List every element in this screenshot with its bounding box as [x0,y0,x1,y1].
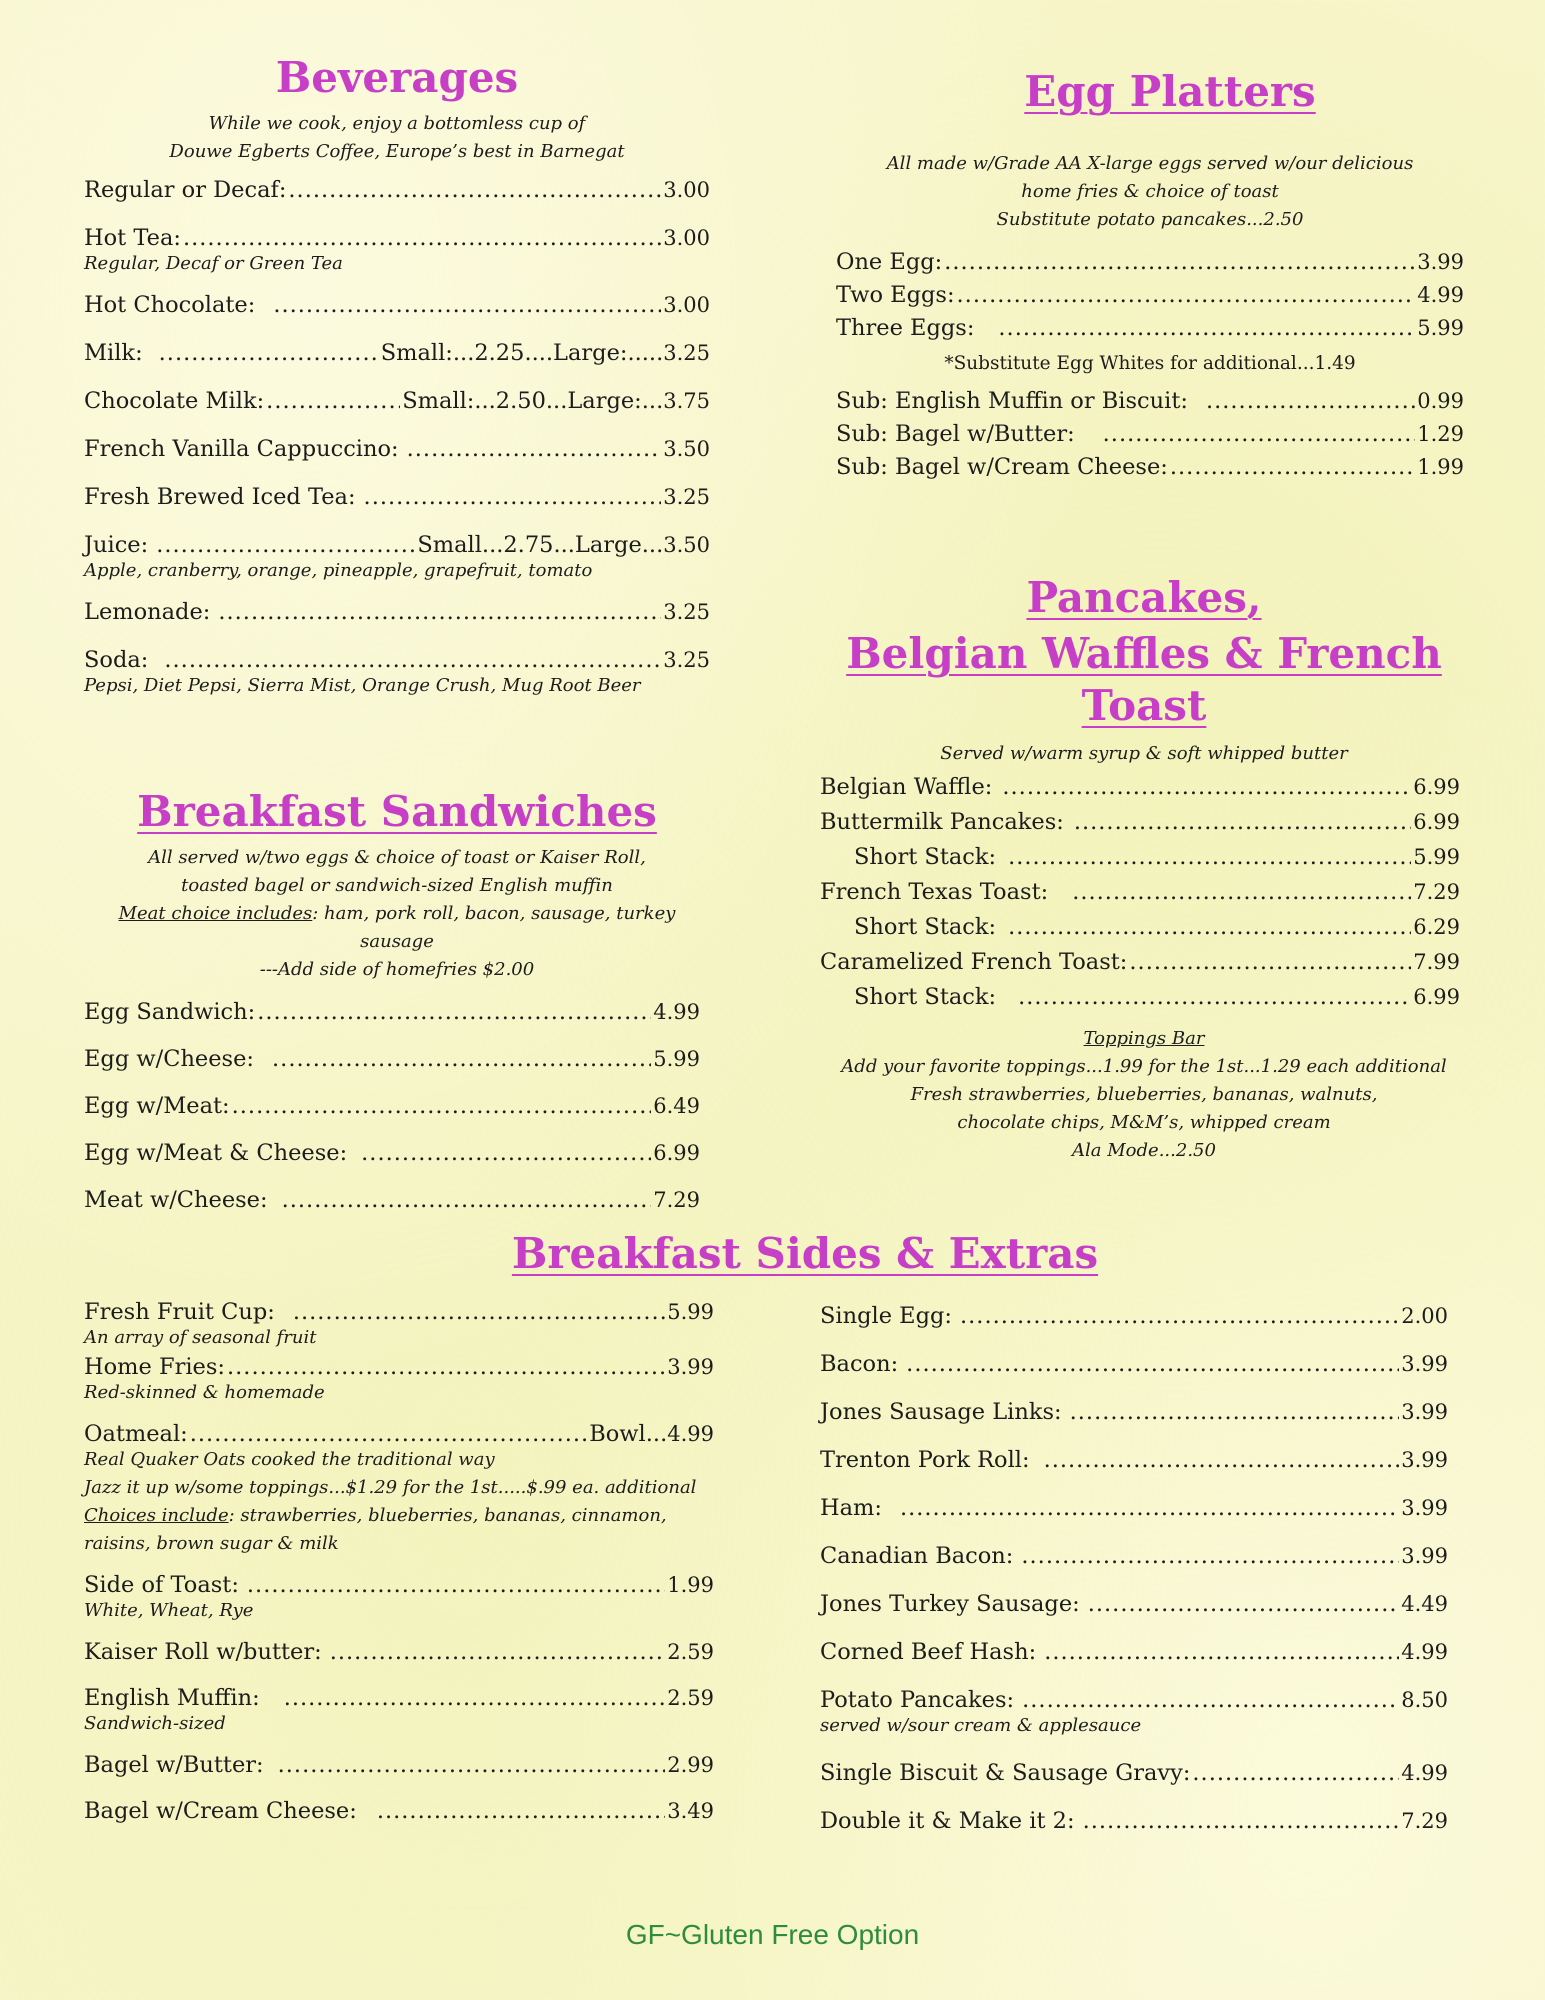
item-description: Pepsi, Diet Pepsi, Sierra Mist, Orange Crush, Mug Root Beer [84,675,641,696]
menu-item [820,1684,1448,1739]
leader-dots [364,481,662,514]
item-price: 4.99 [667,1422,714,1446]
item-name: Single Egg: [820,1303,952,1329]
leader-dots [998,312,1415,345]
leader-dots [960,1300,1399,1333]
leader-dots [944,246,1415,279]
item-name: English Muffin: [84,1685,260,1711]
sandwiches-intro-4: ---Add side of homefries $2.00 [259,959,535,980]
item-price: 2.00 [1401,1304,1448,1328]
menu-item [84,1682,714,1737]
item-name: Ham: [820,1495,882,1521]
item-name: Chocolate Milk: [84,388,265,414]
beverages-section [84,52,710,699]
menu-item [836,418,1464,451]
leader-dots [284,1682,666,1715]
menu-item [820,1396,1448,1429]
menu-item [84,481,710,514]
item-price: 4.99 [1417,283,1464,307]
menu-item [836,246,1464,279]
menu-item [820,875,1460,910]
item-price: 4.99 [1401,1640,1448,1664]
menu-item [820,910,1460,945]
menu-item [84,385,710,418]
leader-dots [1129,945,1411,980]
leader-dots [266,385,400,418]
menu-item [820,805,1460,840]
menu-item [836,385,1464,418]
item-name: French Texas Toast: [820,879,1049,905]
leader-dots [900,1492,1399,1525]
oatmeal-description: Real Quaker Oats cooked the traditional way [84,1449,495,1470]
gluten-free-note: GF~Gluten Free Option [625,1919,920,1950]
item-name: Belgian Waffle: [820,774,993,800]
leader-dots [282,1184,652,1217]
item-name: Trenton Pork Roll: [820,1447,1030,1473]
item-price: 4.99 [1401,1761,1448,1785]
menu-item [84,1569,714,1624]
leader-dots: ... [645,1421,668,1447]
sandwiches-meat-choices [84,900,710,956]
egg-whites-note: *Substitute Egg Whites for additional...1.49 [944,353,1356,374]
item-name: One Egg: [836,249,943,275]
menu-item [820,1805,1448,1838]
menu-item [820,770,1460,805]
beverages-title: Beverages [275,53,519,102]
menu-item [84,1795,714,1828]
item-price: 3.75 [663,389,710,413]
egg-platters-intro-2: home fries & choice of toast [1021,181,1279,202]
leader-dots [1044,1636,1399,1669]
leader-dots [218,596,661,629]
sides-title: Breakfast Sides & Extras [511,1229,1099,1278]
item-price: 3.99 [667,1355,714,1379]
item-name: Sub: English Muffin or Biscuit: [836,388,1188,414]
item-price: 3.00 [663,293,710,317]
item-name: Buttermilk Pancakes: [820,809,1064,835]
sandwiches-intro-1: All served w/two eggs & choice of toast or Kaiser Roll, [148,847,646,868]
leader-dots [1206,385,1415,418]
item-name: Sub: Bagel w/Cream Cheese: [836,454,1168,480]
item-name: Milk: [84,340,143,366]
item-name: Two Eggs: [836,282,955,308]
item-price: 3.99 [1401,1544,1448,1568]
item-price: 3.99 [1401,1400,1448,1424]
leader-dots [1002,770,1411,805]
item-price: 2.59 [667,1686,714,1710]
item-name: Fresh Brewed Iced Tea: [84,484,356,510]
beverages-intro-2: Douwe Egberts Coffee, Europe’s best in Barnegat [169,141,625,162]
menu-item [84,1184,700,1217]
item-price: 3.99 [1417,250,1464,274]
item-name: Egg Sandwich: [84,999,256,1025]
leader-dots [1088,1588,1400,1621]
leader-dots [957,279,1416,312]
item-name: Canadian Bacon: [820,1543,1014,1569]
item-name: Fresh Fruit Cup: [84,1299,275,1325]
item-price: 3.50 [663,437,710,461]
item-price: 6.99 [1413,810,1460,834]
leader-dots [1070,1396,1400,1429]
item-price: 2.59 [667,1640,714,1664]
menu-item [820,1540,1448,1573]
item-name: Jones Turkey Sausage: [820,1591,1080,1617]
item-name: Home Fries: [84,1354,225,1380]
item-description: Regular, Decaf or Green Tea [84,253,343,274]
item-price: 6.49 [653,1094,700,1118]
leader-dots [1083,1805,1400,1838]
menu-item [84,1137,700,1170]
leader-dots [1103,418,1416,451]
sandwiches-section [84,786,710,1217]
menu-item [84,996,700,1029]
leader-dots [1018,980,1411,1015]
item-price: 3.49 [667,1799,714,1823]
leader-dots [257,996,651,1029]
leader-dots [272,1043,651,1076]
item-name: Short Stack: [854,984,997,1010]
leader-dots: ..... [627,340,664,366]
item-price: 5.99 [1413,845,1460,869]
leader-dots [1021,1540,1399,1573]
toppings-line-1: Add your favorite toppings...1.99 for the 1st...1.29 each additional [841,1056,1447,1077]
item-size-prices: Small:...2.25....Large: [380,340,628,366]
item-name: Juice: [84,532,149,558]
item-price: 6.99 [1413,775,1460,799]
oatmeal-choices-label: Choices include [84,1505,229,1526]
menu-item [820,1757,1448,1790]
item-description: White, Wheat, Rye [84,1600,254,1621]
item-name: Hot Chocolate: [84,292,256,318]
toppings-bar-title [820,1025,1468,1053]
item-price: 5.99 [1417,316,1464,340]
menu-item [84,1636,714,1669]
menu-item [84,222,710,277]
toppings-bar-label: Toppings Bar [1083,1028,1205,1049]
leader-dots [288,174,661,207]
item-size-prices: Small:...2.50...Large: [402,388,642,414]
leader-dots: ... [641,532,664,558]
toppings-line-3: chocolate chips, M&M’s, whipped cream [957,1112,1331,1133]
menu-item [84,596,710,629]
leader-dots [293,1296,665,1329]
menu-item [84,1418,714,1557]
egg-platters-intro-3: Substitute potato pancakes...2.50 [996,209,1304,230]
menu-item [820,980,1460,1015]
sides-left-column [84,1296,714,1828]
item-price: 1.99 [667,1573,714,1597]
item-size: Bowl [589,1421,646,1447]
item-price: 5.99 [653,1047,700,1071]
oatmeal-choices [84,1503,714,1529]
leader-dots: ... [641,388,664,414]
item-name: Corned Beef Hash: [820,1639,1037,1665]
menu-item [820,1492,1448,1525]
leader-dots [1008,910,1411,945]
pancakes-section [820,572,1468,1165]
item-name: Egg w/Cheese: [84,1046,255,1072]
item-name: Hot Tea: [84,225,181,251]
leader-dots [906,1348,1399,1381]
sides-right-column [820,1300,1448,1838]
leader-dots [407,433,662,466]
menu-item [84,644,710,699]
item-price: 5.99 [667,1300,714,1324]
item-name: Meat w/Cheese: [84,1187,268,1213]
menu-item [820,1300,1448,1333]
leader-dots [1008,840,1411,875]
item-name: Soda: [84,647,149,673]
pancakes-title-2: Belgian Waffles & French Toast [846,629,1442,730]
leader-dots [1192,1757,1399,1790]
item-price: 3.50 [663,533,710,557]
item-price: 8.50 [1401,1688,1448,1712]
item-price: 7.29 [1413,880,1460,904]
item-price: 6.99 [653,1141,700,1165]
menu-item [836,312,1464,345]
menu-item [84,1043,700,1076]
menu-item [84,1351,714,1406]
item-price: 4.99 [653,1000,700,1024]
toppings-line-4: Ala Mode...2.50 [1072,1140,1216,1161]
item-name: Three Eggs: [836,315,975,341]
item-price: 3.99 [1401,1352,1448,1376]
item-name: Lemonade: [84,599,211,625]
egg-platters-section [836,66,1464,484]
item-name: Kaiser Roll w/butter: [84,1639,322,1665]
menu-item [820,1588,1448,1621]
item-name: Egg w/Meat: [84,1093,230,1119]
item-name: Caramelized French Toast: [820,949,1128,975]
meat-choice-label: Meat choice includes [118,903,313,924]
item-price: 3.00 [663,226,710,250]
item-price: 1.29 [1417,422,1464,446]
item-name: Sub: Bagel w/Butter: [836,421,1075,447]
item-price: 3.25 [663,485,710,509]
leader-dots [361,1137,651,1170]
leader-dots [1044,1444,1400,1477]
item-name: Short Stack: [854,914,997,940]
leader-dots [232,1090,652,1123]
item-description: Sandwich-sized [84,1713,226,1734]
item-name: Oatmeal: [84,1421,188,1447]
leader-dots [1072,875,1411,910]
item-name: Jones Sausage Links: [820,1399,1062,1425]
leader-dots [247,1569,665,1602]
item-name: Double it & Make it 2: [820,1808,1075,1834]
item-name: Potato Pancakes: [820,1687,1015,1713]
menu-item [836,451,1464,484]
item-description: Apple, cranberry, orange, pineapple, grapefruit, tomato [84,560,593,581]
item-price: 7.29 [1401,1809,1448,1833]
leader-dots [278,1749,666,1782]
menu-item [84,1090,700,1123]
item-size-prices: Small...2.75...Large [417,532,642,558]
item-name: Egg w/Meat & Cheese: [84,1140,348,1166]
item-price: 2.99 [667,1753,714,1777]
sandwiches-intro-2: toasted bagel or sandwich-sized English muffin [181,875,613,896]
beverages-intro-1: While we cook, enjoy a bottomless cup of [208,113,586,134]
sandwiches-title: Breakfast Sandwiches [137,787,657,836]
item-price: 3.00 [663,178,710,202]
item-description: served w/sour cream & applesauce [820,1715,1142,1736]
item-description: An array of seasonal fruit [84,1327,317,1348]
menu-item [84,337,710,370]
menu-item [84,174,710,207]
leader-dots [273,289,661,322]
egg-platters-intro-1: All made w/Grade AA X-large eggs served w/our delicious [886,153,1414,174]
leader-dots [1170,451,1415,484]
leader-dots [1074,805,1411,840]
item-price: 3.99 [1401,1496,1448,1520]
item-price: 1.99 [1417,455,1464,479]
item-price: 0.99 [1417,389,1464,413]
item-name: Bacon: [820,1351,899,1377]
item-price: 3.99 [1401,1448,1448,1472]
menu-item [820,1636,1448,1669]
oatmeal-choices-list: : strawberries, blueberries, bananas, cinnamon, [228,1505,667,1526]
menu-item [84,433,710,466]
pancakes-intro: Served w/warm syrup & soft whipped butter [940,743,1348,764]
item-price: 3.25 [663,648,710,672]
item-name: Short Stack: [854,844,997,870]
item-price: 6.99 [1413,985,1460,1009]
leader-dots [330,1636,666,1669]
menu-item [820,840,1460,875]
item-description: Red-skinned & homemade [84,1382,325,1403]
menu-item [84,529,710,584]
menu-item [820,945,1460,980]
egg-platters-title: Egg Platters [1024,67,1316,116]
menu-item [820,1348,1448,1381]
item-price: 3.25 [663,341,710,365]
item-price: 7.99 [1413,950,1460,974]
oatmeal-choices-list-2: raisins, brown sugar & milk [84,1533,339,1554]
item-name: Single Biscuit & Sausage Gravy: [820,1760,1191,1786]
item-price: 3.25 [663,600,710,624]
menu-item [84,289,710,322]
leader-dots [377,1795,665,1828]
menu-item [836,279,1464,312]
menu-item [84,1749,714,1782]
item-name: Bagel w/Cream Cheese: [84,1798,357,1824]
item-name: French Vanilla Cappuccino: [84,436,399,462]
item-name: Bagel w/Butter: [84,1752,264,1778]
leader-dots [159,337,379,370]
menu-item [820,1444,1448,1477]
menu-item [84,1296,714,1351]
pancakes-title-1: Pancakes, [1026,573,1262,622]
item-price: 4.49 [1401,1592,1448,1616]
item-name: Regular or Decaf: [84,177,287,203]
item-price: 7.29 [653,1188,700,1212]
item-price: 6.29 [1413,915,1460,939]
toppings-line-2: Fresh strawberries, blueberries, bananas, walnuts, [910,1084,1378,1105]
oatmeal-toppings: Jazz it up w/some toppings...$1.29 for the 1st.....$.99 ea. additional [84,1477,697,1498]
meat-choice-list: : ham, pork roll, bacon, sausage, turkey sausage [312,903,676,952]
item-name: Side of Toast: [84,1572,239,1598]
